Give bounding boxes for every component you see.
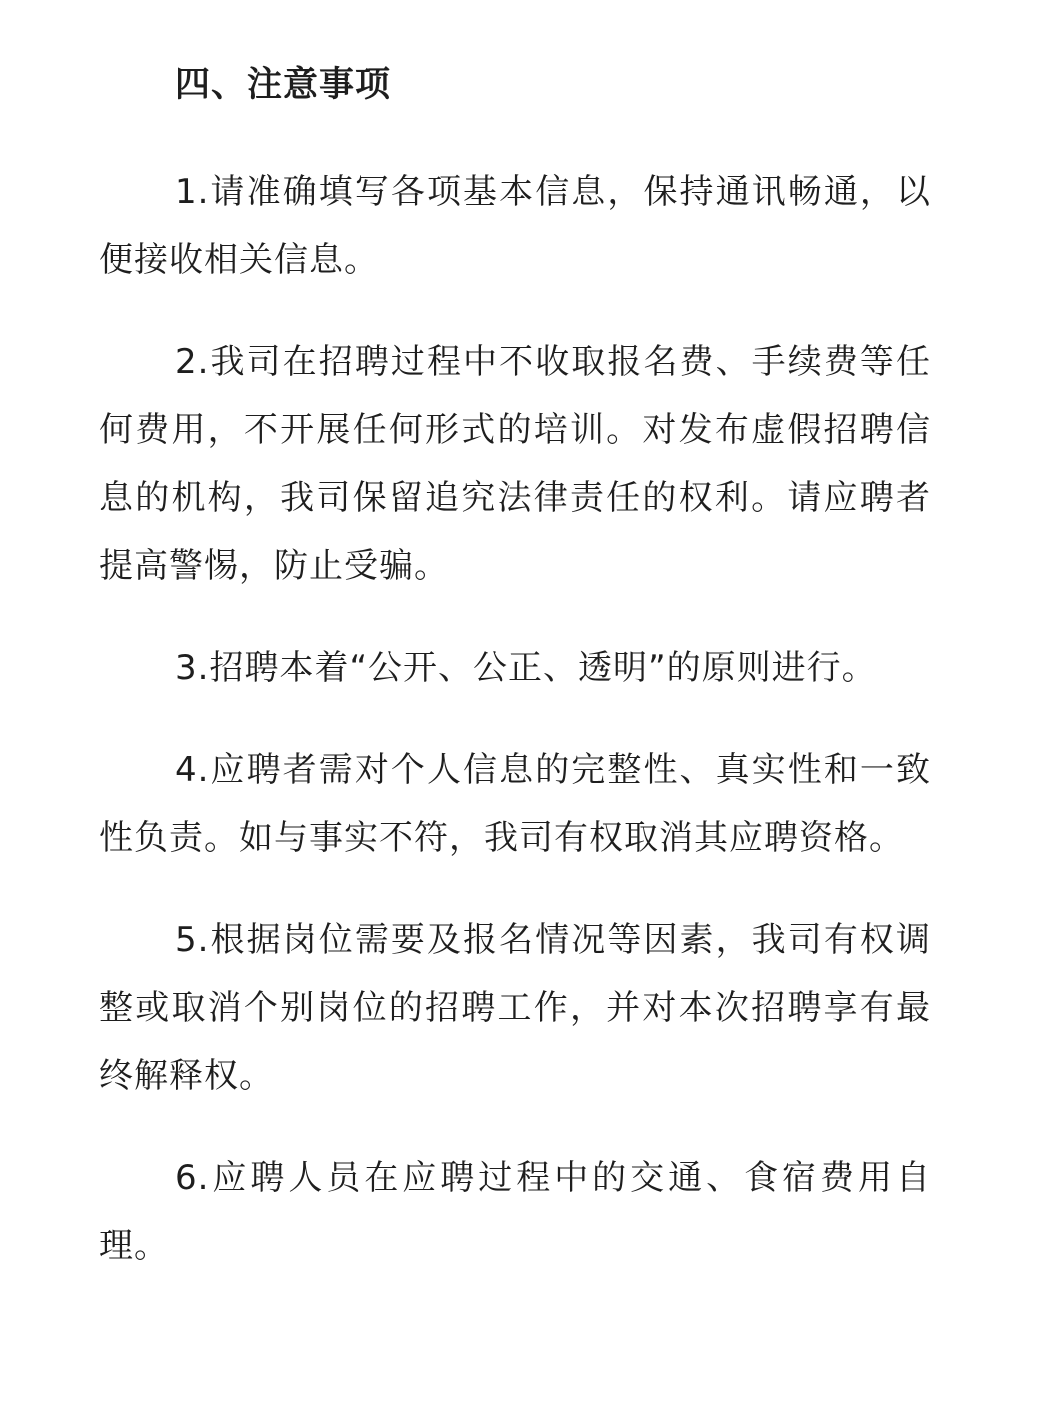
notice-item-4: 4.应聘者需对个人信息的完整性、真实性和一致性负责。如与事实不符，我司有权取消其应聘资格。 xyxy=(99,750,931,858)
notice-item-6: 6.应聘人员在应聘过程中的交通、食宿费用自理。 xyxy=(99,1158,931,1266)
section-title: 四、注意事项 xyxy=(175,65,392,105)
notice-item-3: 3.招聘本着“公开、公正、透明”的原则进行。 xyxy=(175,648,877,688)
notice-item-5: 5.根据岗位需要及报名情况等因素，我司有权调整或取消个别岗位的招聘工作，并对本次招聘享有最终解释权。 xyxy=(99,920,931,1096)
notice-item-1: 1.请准确填写各项基本信息，保持通讯畅通，以便接收相关信息。 xyxy=(99,172,931,280)
notice-item-2: 2.我司在招聘过程中不收取报名费、手续费等任何费用，不开展任何形式的培训。对发布虚假招聘信息的机构，我司保留追究法律责任的权利。请应聘者提高警惕，防止受骗。 xyxy=(99,342,931,586)
